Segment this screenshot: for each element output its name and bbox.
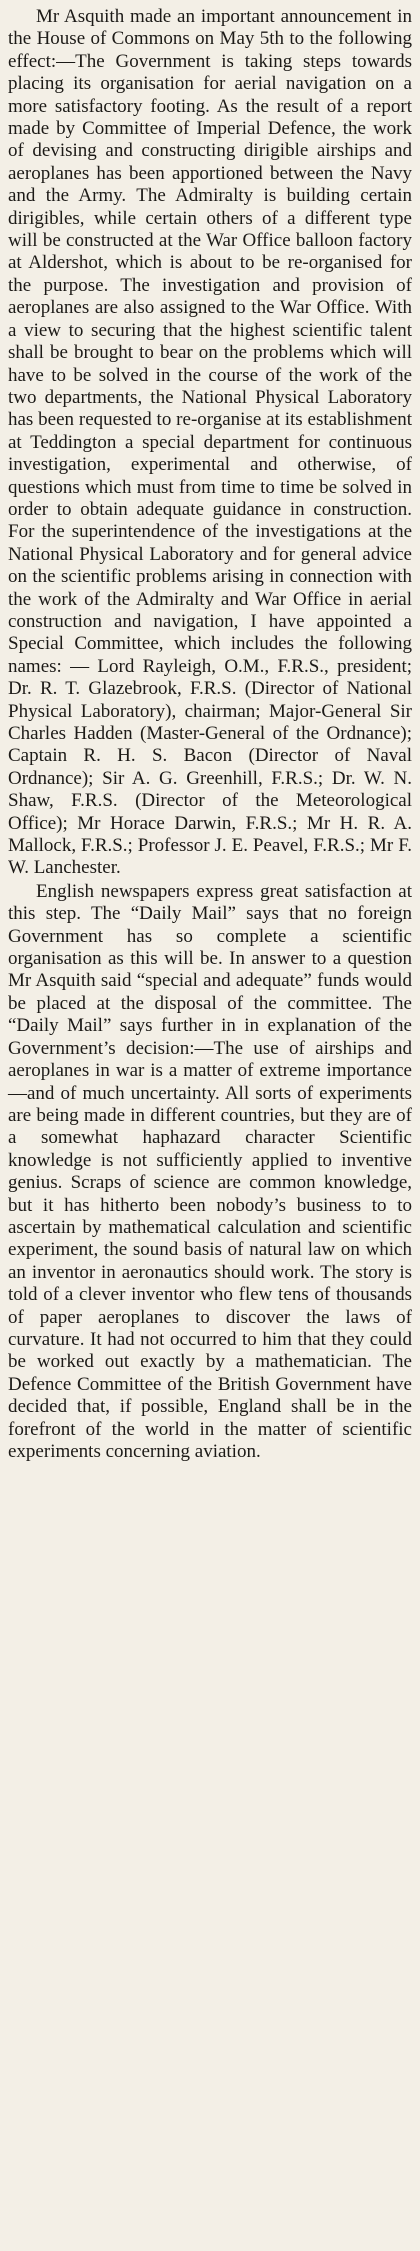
article-paragraph-press-reaction: English newspapers express great satisfaction at this step. The “Daily Mail” says that no foreign Government has so complete a scientific organisation as this will be. In answer to a question Mr Asquith said “special and adequate” funds would be placed at the disposal of the committee. The “Daily Mail” says further in in explanation of the Government’s decision:—The use of airships and aeroplanes in war is a matter of extreme importance—and of much uncertainty. All sorts of experiments are being made in different countries, but they are of a somewhat haphazard character Scientific knowledge is not sufficiently applied to inventive genius. Scraps of science are common knowledge, but it has hitherto been nobody’s business to to ascertain by mathematical calculation and scientific experiment, the sound basis of natural law on which an inventor in aeronautics should work. The story is told of a clever inventor who flew tens of thousands of paper aeroplanes to discover the laws of curvature. It had not occurred to him that they could be worked out exactly by a mathematician. The Defence Committee of the British Government have decided that, if possible, England shall be in the forefront of the world in the matter of scientific experiments concerning aviation. (8, 880, 412, 1462)
article-paragraph-asquith-announcement: Mr Asquith made an important announcement in the House of Commons on May 5th to the following effect:—The Government is taking steps towards placing its organisation for aerial navigation on a more satisfactory footing. As the result of a report made by Committee of Imperial Defence, the work of devising and constructing dirigible airships and aeroplanes has been apportioned between the Navy and the Army. The Admiralty is building certain dirigibles, while certain others of a different type will be constructed at the War Office balloon factory at Aldershot, which is about to be re-organised for the purpose. The investigation and provision of aeroplanes are also assigned to the War Office. With a view to securing that the highest scientific talent shall be brought to bear on the problems which will have to be solved in the course of the work of the two departments, the National Physical Laboratory has been requested to re-organise at its establishment at Teddington a special department for continuous investigation, experimental and otherwise, of questions which must from time to time be solved in order to obtain adequate guidance in construction. For the superintendence of the investigations at the National Physical Laboratory and for general advice on the scientific problems arising in connection with the work of the Admiralty and War Office in aerial construction and navigation, I have appointed a Special Committee, which includes the following names: — Lord Rayleigh, O.M., F.R.S., president; Dr. R. T. Glazebrook, F.R.S. (Director of National Physical Laboratory), chairman; Major-General Sir Charles Hadden (Master-General of the Ordnance); Captain R. H. S. Bacon (Director of Naval Ordnance); Sir A. G. Greenhill, F.R.S.; Dr. W. N. Shaw, F.R.S. (Director of the Meteorological Office); Mr Horace Darwin, F.R.S.; Mr H. R. A. Mallock, F.R.S.; Professor J. E. Peavel, F.R.S.; Mr F. W. Lanchester. (8, 6, 412, 879)
